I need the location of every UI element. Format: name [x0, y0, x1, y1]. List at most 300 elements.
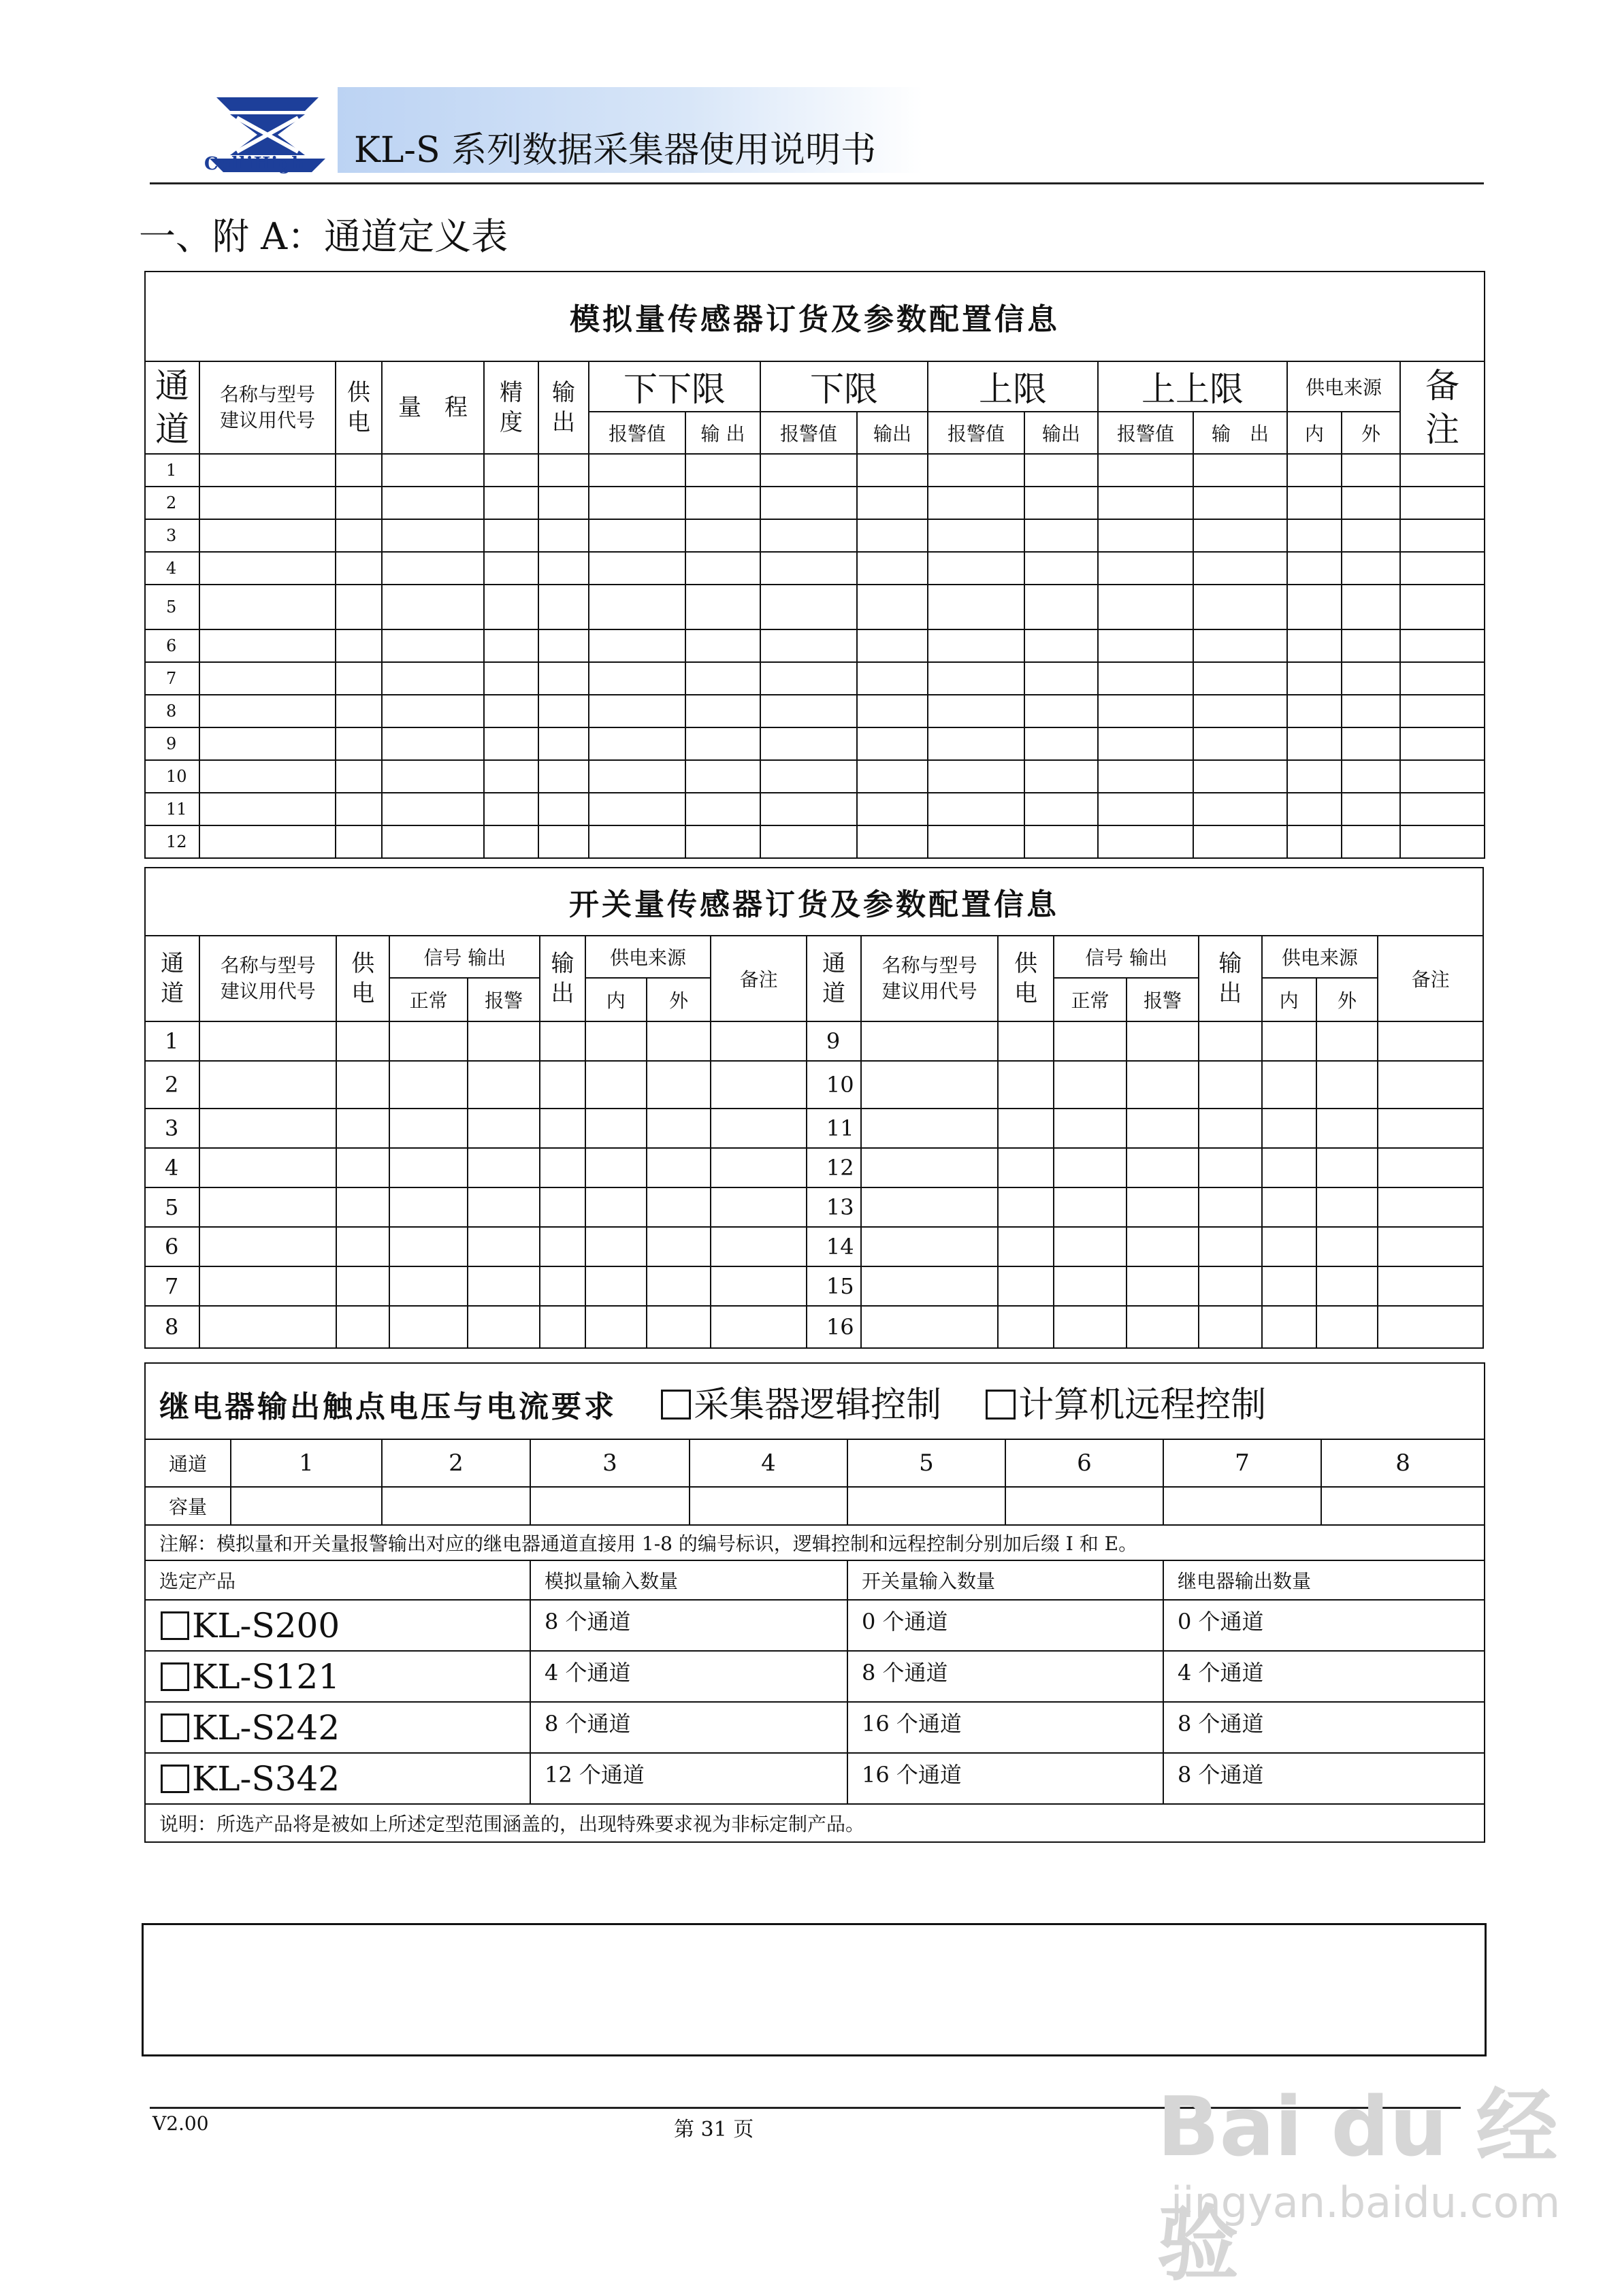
input-cell[interactable]	[336, 825, 382, 858]
input-cell[interactable]	[484, 793, 538, 825]
input-cell[interactable]	[1378, 1061, 1483, 1109]
checkbox-icon[interactable]	[986, 1390, 1016, 1420]
input-cell[interactable]	[1316, 1021, 1378, 1061]
input-cell[interactable]	[1193, 585, 1287, 629]
input-cell[interactable]	[1400, 793, 1485, 825]
input-cell[interactable]	[1024, 454, 1098, 487]
input-cell[interactable]	[589, 487, 685, 519]
input-cell[interactable]	[998, 1227, 1054, 1266]
input-cell[interactable]	[857, 662, 928, 695]
input-cell[interactable]	[1400, 760, 1485, 793]
input-cell[interactable]	[382, 825, 484, 858]
input-cell[interactable]	[484, 585, 538, 629]
input-cell[interactable]	[1287, 552, 1342, 585]
input-cell[interactable]	[685, 629, 760, 662]
input-cell[interactable]	[585, 1227, 647, 1266]
input-cell[interactable]	[711, 1306, 807, 1348]
relay-capacity-cell[interactable]	[847, 1487, 1005, 1525]
input-cell[interactable]	[857, 793, 928, 825]
input-cell[interactable]	[336, 1266, 389, 1306]
input-cell[interactable]	[336, 1227, 389, 1266]
relay-capacity-cell[interactable]	[1163, 1487, 1321, 1525]
input-cell[interactable]	[1262, 1061, 1316, 1109]
input-cell[interactable]	[585, 1109, 647, 1148]
input-cell[interactable]	[1127, 1227, 1199, 1266]
input-cell[interactable]	[382, 585, 484, 629]
input-cell[interactable]	[857, 695, 928, 727]
input-cell[interactable]	[336, 629, 382, 662]
input-cell[interactable]	[1287, 629, 1342, 662]
input-cell[interactable]	[199, 552, 336, 585]
input-cell[interactable]	[1193, 760, 1287, 793]
input-cell[interactable]	[484, 727, 538, 760]
input-cell[interactable]	[468, 1187, 540, 1227]
input-cell[interactable]	[647, 1109, 711, 1148]
input-cell[interactable]	[998, 1266, 1054, 1306]
input-cell[interactable]	[1193, 487, 1287, 519]
input-cell[interactable]	[589, 519, 685, 552]
input-cell[interactable]	[760, 519, 857, 552]
input-cell[interactable]	[336, 662, 382, 695]
input-cell[interactable]	[1342, 552, 1400, 585]
input-cell[interactable]	[1199, 1148, 1261, 1187]
input-cell[interactable]	[1342, 487, 1400, 519]
input-cell[interactable]	[538, 760, 589, 793]
input-cell[interactable]	[199, 662, 336, 695]
checkbox-icon[interactable]	[161, 1765, 189, 1793]
input-cell[interactable]	[1098, 585, 1193, 629]
input-cell[interactable]	[998, 1109, 1054, 1148]
input-cell[interactable]	[336, 1306, 389, 1348]
input-cell[interactable]	[1054, 1148, 1126, 1187]
input-cell[interactable]	[685, 454, 760, 487]
input-cell[interactable]	[861, 1148, 998, 1187]
input-cell[interactable]	[1262, 1148, 1316, 1187]
input-cell[interactable]	[1316, 1187, 1378, 1227]
input-cell[interactable]	[1024, 519, 1098, 552]
input-cell[interactable]	[1400, 519, 1485, 552]
input-cell[interactable]	[585, 1148, 647, 1187]
input-cell[interactable]	[1098, 552, 1193, 585]
input-cell[interactable]	[1193, 793, 1287, 825]
input-cell[interactable]	[589, 662, 685, 695]
input-cell[interactable]	[928, 793, 1024, 825]
input-cell[interactable]	[1287, 760, 1342, 793]
input-cell[interactable]	[1199, 1187, 1261, 1227]
input-cell[interactable]	[382, 662, 484, 695]
input-cell[interactable]	[484, 760, 538, 793]
input-cell[interactable]	[1287, 585, 1342, 629]
input-cell[interactable]	[711, 1266, 807, 1306]
input-cell[interactable]	[998, 1061, 1054, 1109]
product-option[interactable]	[145, 1600, 530, 1651]
input-cell[interactable]	[389, 1187, 467, 1227]
input-cell[interactable]	[389, 1266, 467, 1306]
input-cell[interactable]	[1287, 695, 1342, 727]
input-cell[interactable]	[589, 695, 685, 727]
input-cell[interactable]	[1193, 662, 1287, 695]
input-cell[interactable]	[382, 793, 484, 825]
input-cell[interactable]	[861, 1109, 998, 1148]
input-cell[interactable]	[199, 1021, 336, 1061]
input-cell[interactable]	[389, 1061, 467, 1109]
checkbox-icon[interactable]	[661, 1390, 691, 1420]
input-cell[interactable]	[1342, 793, 1400, 825]
input-cell[interactable]	[647, 1148, 711, 1187]
input-cell[interactable]	[1262, 1021, 1316, 1061]
input-cell[interactable]	[1199, 1109, 1261, 1148]
input-cell[interactable]	[538, 487, 589, 519]
input-cell[interactable]	[1400, 629, 1485, 662]
input-cell[interactable]	[336, 519, 382, 552]
input-cell[interactable]	[585, 1266, 647, 1306]
input-cell[interactable]	[1098, 825, 1193, 858]
input-cell[interactable]	[711, 1109, 807, 1148]
input-cell[interactable]	[484, 487, 538, 519]
input-cell[interactable]	[1024, 662, 1098, 695]
input-cell[interactable]	[538, 519, 589, 552]
input-cell[interactable]	[484, 695, 538, 727]
input-cell[interactable]	[336, 1061, 389, 1109]
input-cell[interactable]	[1193, 454, 1287, 487]
input-cell[interactable]	[336, 727, 382, 760]
input-cell[interactable]	[589, 585, 685, 629]
input-cell[interactable]	[760, 695, 857, 727]
input-cell[interactable]	[199, 695, 336, 727]
input-cell[interactable]	[382, 487, 484, 519]
input-cell[interactable]	[1342, 454, 1400, 487]
input-cell[interactable]	[685, 519, 760, 552]
input-cell[interactable]	[647, 1266, 711, 1306]
input-cell[interactable]	[1262, 1187, 1316, 1227]
input-cell[interactable]	[1098, 629, 1193, 662]
input-cell[interactable]	[1342, 585, 1400, 629]
input-cell[interactable]	[540, 1266, 585, 1306]
input-cell[interactable]	[685, 585, 760, 629]
input-cell[interactable]	[389, 1109, 467, 1148]
input-cell[interactable]	[589, 552, 685, 585]
input-cell[interactable]	[538, 454, 589, 487]
input-cell[interactable]	[585, 1306, 647, 1348]
input-cell[interactable]	[1378, 1021, 1483, 1061]
input-cell[interactable]	[928, 454, 1024, 487]
input-cell[interactable]	[1287, 487, 1342, 519]
input-cell[interactable]	[1054, 1109, 1126, 1148]
input-cell[interactable]	[540, 1021, 585, 1061]
input-cell[interactable]	[1054, 1227, 1126, 1266]
input-cell[interactable]	[1024, 629, 1098, 662]
input-cell[interactable]	[647, 1061, 711, 1109]
input-cell[interactable]	[1287, 454, 1342, 487]
input-cell[interactable]	[382, 727, 484, 760]
input-cell[interactable]	[1127, 1266, 1199, 1306]
input-cell[interactable]	[1127, 1061, 1199, 1109]
input-cell[interactable]	[861, 1061, 998, 1109]
input-cell[interactable]	[382, 760, 484, 793]
input-cell[interactable]	[1193, 519, 1287, 552]
input-cell[interactable]	[1400, 695, 1485, 727]
product-option[interactable]	[145, 1753, 530, 1804]
input-cell[interactable]	[998, 1187, 1054, 1227]
input-cell[interactable]	[538, 727, 589, 760]
input-cell[interactable]	[760, 629, 857, 662]
input-cell[interactable]	[1054, 1187, 1126, 1227]
input-cell[interactable]	[760, 825, 857, 858]
input-cell[interactable]	[857, 454, 928, 487]
input-cell[interactable]	[199, 1148, 336, 1187]
input-cell[interactable]	[389, 1227, 467, 1266]
input-cell[interactable]	[199, 487, 336, 519]
input-cell[interactable]	[928, 629, 1024, 662]
input-cell[interactable]	[1378, 1306, 1483, 1348]
input-cell[interactable]	[685, 727, 760, 760]
input-cell[interactable]	[468, 1061, 540, 1109]
input-cell[interactable]	[1024, 487, 1098, 519]
remote-control-option[interactable]: 计算机远程控制	[986, 1385, 1266, 1426]
input-cell[interactable]	[1342, 760, 1400, 793]
input-cell[interactable]	[1127, 1187, 1199, 1227]
input-cell[interactable]	[199, 825, 336, 858]
input-cell[interactable]	[760, 727, 857, 760]
input-cell[interactable]	[928, 552, 1024, 585]
input-cell[interactable]	[336, 1187, 389, 1227]
input-cell[interactable]	[685, 662, 760, 695]
input-cell[interactable]	[1193, 629, 1287, 662]
input-cell[interactable]	[1400, 454, 1485, 487]
input-cell[interactable]	[861, 1306, 998, 1348]
input-cell[interactable]	[589, 454, 685, 487]
relay-capacity-cell[interactable]	[231, 1487, 382, 1525]
input-cell[interactable]	[647, 1187, 711, 1227]
input-cell[interactable]	[336, 552, 382, 585]
input-cell[interactable]	[1342, 519, 1400, 552]
input-cell[interactable]	[1098, 487, 1193, 519]
input-cell[interactable]	[589, 825, 685, 858]
checkbox-icon[interactable]	[161, 1662, 189, 1691]
input-cell[interactable]	[857, 760, 928, 793]
input-cell[interactable]	[1262, 1266, 1316, 1306]
input-cell[interactable]	[484, 552, 538, 585]
logic-control-option[interactable]: 采集器逻辑控制	[661, 1385, 941, 1426]
input-cell[interactable]	[1098, 760, 1193, 793]
input-cell[interactable]	[1378, 1266, 1483, 1306]
input-cell[interactable]	[1378, 1148, 1483, 1187]
input-cell[interactable]	[857, 487, 928, 519]
input-cell[interactable]	[1316, 1109, 1378, 1148]
input-cell[interactable]	[1024, 727, 1098, 760]
input-cell[interactable]	[1024, 825, 1098, 858]
input-cell[interactable]	[1316, 1266, 1378, 1306]
input-cell[interactable]	[1127, 1109, 1199, 1148]
input-cell[interactable]	[928, 727, 1024, 760]
input-cell[interactable]	[199, 1266, 336, 1306]
input-cell[interactable]	[685, 793, 760, 825]
input-cell[interactable]	[585, 1021, 647, 1061]
input-cell[interactable]	[199, 793, 336, 825]
input-cell[interactable]	[589, 629, 685, 662]
input-cell[interactable]	[336, 793, 382, 825]
input-cell[interactable]	[538, 662, 589, 695]
input-cell[interactable]	[857, 519, 928, 552]
input-cell[interactable]	[199, 1187, 336, 1227]
input-cell[interactable]	[382, 519, 484, 552]
input-cell[interactable]	[538, 793, 589, 825]
input-cell[interactable]	[336, 585, 382, 629]
input-cell[interactable]	[199, 1061, 336, 1109]
input-cell[interactable]	[199, 727, 336, 760]
input-cell[interactable]	[1400, 825, 1485, 858]
input-cell[interactable]	[1316, 1148, 1378, 1187]
input-cell[interactable]	[540, 1187, 585, 1227]
input-cell[interactable]	[382, 629, 484, 662]
input-cell[interactable]	[1054, 1021, 1126, 1061]
input-cell[interactable]	[199, 585, 336, 629]
input-cell[interactable]	[760, 487, 857, 519]
input-cell[interactable]	[585, 1061, 647, 1109]
input-cell[interactable]	[1199, 1306, 1261, 1348]
input-cell[interactable]	[538, 585, 589, 629]
input-cell[interactable]	[484, 519, 538, 552]
input-cell[interactable]	[857, 825, 928, 858]
input-cell[interactable]	[760, 760, 857, 793]
input-cell[interactable]	[589, 760, 685, 793]
checkbox-icon[interactable]	[161, 1713, 189, 1742]
input-cell[interactable]	[861, 1266, 998, 1306]
input-cell[interactable]	[1024, 585, 1098, 629]
input-cell[interactable]	[1316, 1227, 1378, 1266]
input-cell[interactable]	[1342, 727, 1400, 760]
input-cell[interactable]	[540, 1148, 585, 1187]
input-cell[interactable]	[685, 695, 760, 727]
input-cell[interactable]	[336, 695, 382, 727]
input-cell[interactable]	[484, 454, 538, 487]
input-cell[interactable]	[1342, 825, 1400, 858]
input-cell[interactable]	[1098, 662, 1193, 695]
input-cell[interactable]	[199, 629, 336, 662]
input-cell[interactable]	[711, 1227, 807, 1266]
input-cell[interactable]	[861, 1021, 998, 1061]
input-cell[interactable]	[928, 825, 1024, 858]
input-cell[interactable]	[1024, 695, 1098, 727]
input-cell[interactable]	[589, 793, 685, 825]
input-cell[interactable]	[1400, 487, 1485, 519]
input-cell[interactable]	[760, 793, 857, 825]
input-cell[interactable]	[382, 695, 484, 727]
input-cell[interactable]	[1199, 1061, 1261, 1109]
input-cell[interactable]	[685, 552, 760, 585]
input-cell[interactable]	[468, 1021, 540, 1061]
input-cell[interactable]	[1287, 662, 1342, 695]
input-cell[interactable]	[928, 487, 1024, 519]
relay-capacity-cell[interactable]	[530, 1487, 690, 1525]
input-cell[interactable]	[1287, 825, 1342, 858]
input-cell[interactable]	[468, 1227, 540, 1266]
input-cell[interactable]	[468, 1266, 540, 1306]
input-cell[interactable]	[484, 629, 538, 662]
input-cell[interactable]	[336, 1021, 389, 1061]
input-cell[interactable]	[1127, 1148, 1199, 1187]
input-cell[interactable]	[389, 1306, 467, 1348]
input-cell[interactable]	[1199, 1266, 1261, 1306]
input-cell[interactable]	[199, 1306, 336, 1348]
input-cell[interactable]	[1400, 585, 1485, 629]
input-cell[interactable]	[538, 695, 589, 727]
input-cell[interactable]	[540, 1227, 585, 1266]
product-option[interactable]	[145, 1651, 530, 1702]
input-cell[interactable]	[857, 585, 928, 629]
input-cell[interactable]	[538, 552, 589, 585]
input-cell[interactable]	[1316, 1306, 1378, 1348]
input-cell[interactable]	[540, 1306, 585, 1348]
input-cell[interactable]	[998, 1148, 1054, 1187]
input-cell[interactable]	[199, 1109, 336, 1148]
input-cell[interactable]	[1098, 793, 1193, 825]
input-cell[interactable]	[389, 1148, 467, 1187]
input-cell[interactable]	[468, 1306, 540, 1348]
input-cell[interactable]	[928, 695, 1024, 727]
input-cell[interactable]	[760, 662, 857, 695]
input-cell[interactable]	[685, 487, 760, 519]
input-cell[interactable]	[484, 825, 538, 858]
input-cell[interactable]	[382, 552, 484, 585]
input-cell[interactable]	[1400, 727, 1485, 760]
input-cell[interactable]	[1193, 552, 1287, 585]
input-cell[interactable]	[1127, 1306, 1199, 1348]
input-cell[interactable]	[389, 1021, 467, 1061]
input-cell[interactable]	[928, 662, 1024, 695]
input-cell[interactable]	[1193, 695, 1287, 727]
input-cell[interactable]	[540, 1061, 585, 1109]
input-cell[interactable]	[1193, 825, 1287, 858]
input-cell[interactable]	[998, 1306, 1054, 1348]
input-cell[interactable]	[1024, 552, 1098, 585]
input-cell[interactable]	[1287, 727, 1342, 760]
input-cell[interactable]	[857, 727, 928, 760]
input-cell[interactable]	[1098, 727, 1193, 760]
input-cell[interactable]	[540, 1109, 585, 1148]
input-cell[interactable]	[1378, 1227, 1483, 1266]
input-cell[interactable]	[685, 825, 760, 858]
product-option[interactable]	[145, 1702, 530, 1753]
input-cell[interactable]	[585, 1187, 647, 1227]
input-cell[interactable]	[1098, 454, 1193, 487]
input-cell[interactable]	[1098, 695, 1193, 727]
input-cell[interactable]	[382, 454, 484, 487]
input-cell[interactable]	[760, 552, 857, 585]
input-cell[interactable]	[468, 1109, 540, 1148]
input-cell[interactable]	[857, 629, 928, 662]
input-cell[interactable]	[711, 1061, 807, 1109]
input-cell[interactable]	[1024, 760, 1098, 793]
input-cell[interactable]	[928, 585, 1024, 629]
input-cell[interactable]	[336, 454, 382, 487]
input-cell[interactable]	[857, 552, 928, 585]
input-cell[interactable]	[1193, 727, 1287, 760]
input-cell[interactable]	[647, 1227, 711, 1266]
input-cell[interactable]	[484, 662, 538, 695]
input-cell[interactable]	[711, 1021, 807, 1061]
input-cell[interactable]	[861, 1227, 998, 1266]
input-cell[interactable]	[928, 519, 1024, 552]
input-cell[interactable]	[861, 1187, 998, 1227]
input-cell[interactable]	[1400, 662, 1485, 695]
input-cell[interactable]	[589, 727, 685, 760]
input-cell[interactable]	[1262, 1109, 1316, 1148]
input-cell[interactable]	[998, 1021, 1054, 1061]
input-cell[interactable]	[647, 1306, 711, 1348]
input-cell[interactable]	[1054, 1061, 1126, 1109]
input-cell[interactable]	[538, 825, 589, 858]
